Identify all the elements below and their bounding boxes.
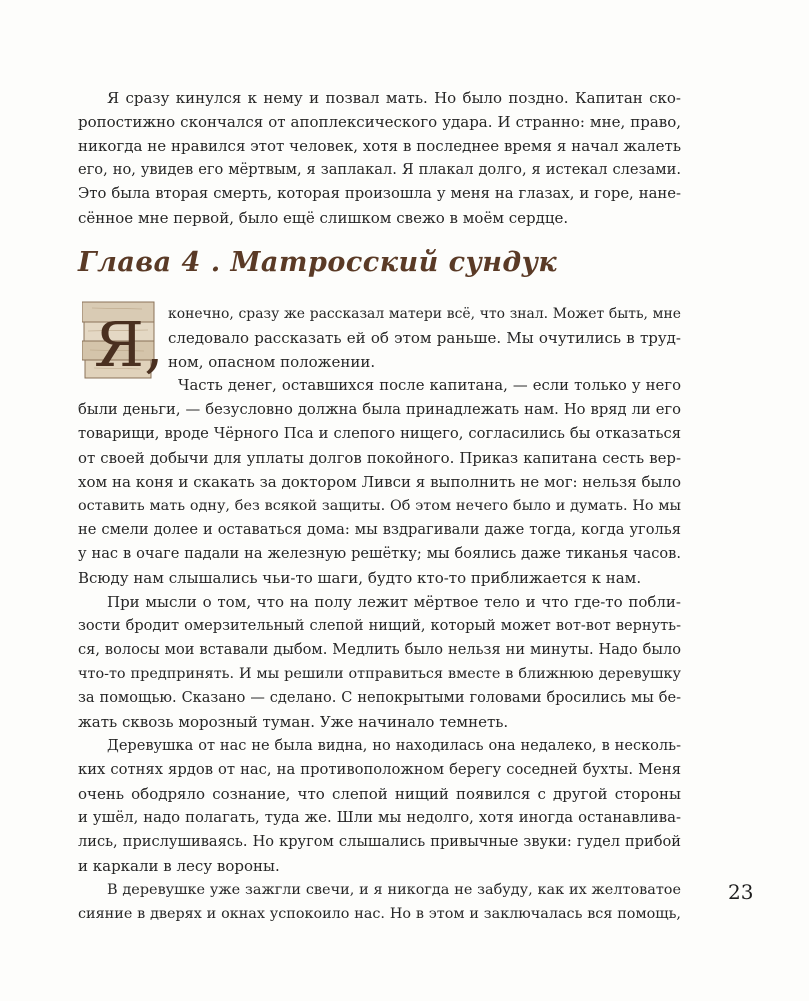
text-line: Я сразу кинулся к нему и позвал мать. Но было поздно. Капитан ско- (107, 89, 681, 107)
text-line: его, но, увидев его мёртвым, я заплакал. Я плакал долго, я истекал слезами. (78, 161, 681, 178)
page-number: 23 (728, 880, 754, 904)
text-line: сияние в дверях и окнах успокоило нас. Но в этом и заключалась вся помощь, (78, 906, 681, 922)
text-line: сённое мне первой, было ещё слишком свежо в моём сердце. (78, 209, 569, 227)
text-line: товарищи, вроде Чёрного Пса и слепого нищего, согласились бы отказаться (78, 425, 681, 442)
text-line: очень ободряло сознание, что слепой нищий появился с другой стороны (78, 785, 681, 803)
text-line: и ушёл, надо полагать, туда же. Шли мы недолго, хотя иногда останавлива- (78, 809, 681, 826)
text-line: у нас в очаге падали на железную решётку; мы боялись даже тиканья часов. (78, 545, 681, 562)
paragraph-4 (78, 734, 681, 878)
text-line: ся, волосы мои вставали дыбом. Медлить было нельзя ни минуты. Надо было (78, 641, 681, 658)
text-line: хом на коня и скакать за доктором Ливси я выполнить не мог: нельзя было (78, 473, 681, 491)
text-line: конечно, сразу же рассказал матери всё, что знал. Может быть, мне (168, 306, 681, 322)
text-line: ких сотнях ярдов от нас, на противоположном берегу соседней бухты. Меня (78, 761, 681, 778)
text-line: за помощью. Сказано — сделано. С непокрытыми головами бросились мы бе- (78, 690, 681, 706)
text-line: оставить мать одну, без всякой защиты. Об этом нечего было и думать. Но мы (78, 498, 681, 514)
wooden-sign-icon (82, 300, 158, 380)
paragraph-5 (78, 878, 681, 926)
text-line: от своей добычи для уплаты долгов покойного. Приказ капитана сесть вер- (78, 449, 681, 467)
paragraph-2 (78, 374, 681, 590)
text-line: и каркали в лесу вороны. (78, 857, 280, 875)
text-line: зости бродит омерзительный слепой нищий, который может вот-вот вернуть- (78, 618, 681, 634)
paragraph-3 (78, 590, 681, 734)
text-line: следовало рассказать ей об этом раньше. Мы очутились в труд- (168, 329, 681, 347)
paragraph-top (78, 86, 681, 230)
text-line: никогда не нравился этот человек, хотя в последнее время я начал жалеть (78, 137, 681, 155)
paragraph-first (168, 302, 681, 374)
drop-cap-letter: Я, (94, 308, 158, 380)
text-line: При мысли о том, что на полу лежит мёртвое тело и что где-то побли- (107, 593, 681, 611)
text-line: что-то предпринять. И мы решили отправиться вместе в ближнюю деревушку (78, 666, 681, 682)
text-line: Деревушка от нас не была видна, но находилась она недалеко, в несколь- (107, 738, 681, 754)
text-line: ропостижно скончался от апоплексического удара. И странно: мне, право, (78, 113, 681, 131)
text-line: лись, прислушиваясь. Но кругом слышались привычные звуки: гудел прибой (78, 833, 681, 850)
text-line: ном, опасном положении. (168, 353, 376, 371)
text-line: В деревушке уже зажгли свечи, и я никогда не забуду, как их желтоватое (107, 882, 681, 898)
text-line: жать сквозь морозный туман. Уже начинало темнеть. (78, 713, 509, 731)
text-line: Всюду нам слышались чьи-то шаги, будто кто-то приближается к нам. (78, 569, 642, 587)
text-line: Часть денег, оставшихся после капитана, — если только у него (178, 377, 681, 394)
drop-cap-wooden-letter (82, 300, 158, 380)
text-line: были деньги, — безусловно должна была принадлежать нам. Но вряд ли его (78, 401, 681, 418)
text-line: Это была вторая смерть, которая произошла у меня на глазах, и горе, нане- (78, 185, 681, 202)
text-line: не смели долее и оставаться дома: мы вздрагивали даже тогда, когда уголья (78, 521, 681, 538)
chapter-title: Глава 4 . Матросский сундук (78, 247, 558, 278)
